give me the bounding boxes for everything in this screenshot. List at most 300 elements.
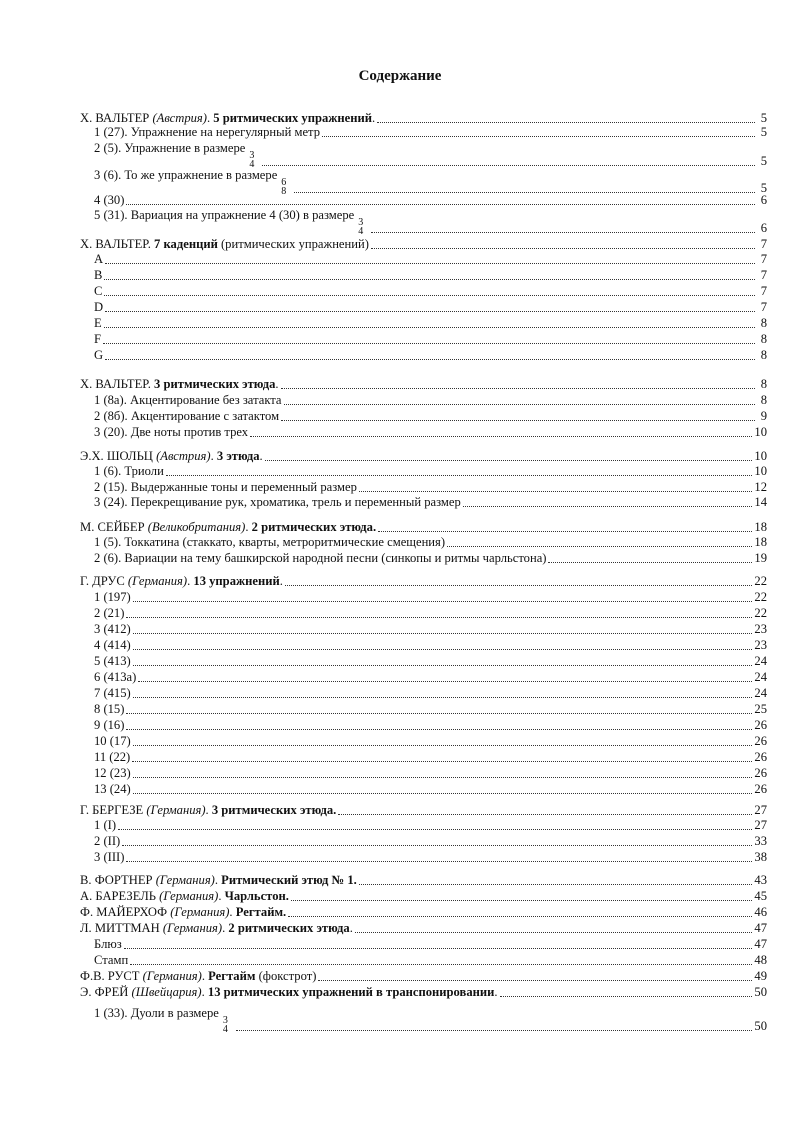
section-label: Г. ДРУС (Германия). 13 упражнений. (80, 574, 283, 588)
time-signature-denominator: 4 (222, 1024, 228, 1035)
time-signature-numerator: 3 (249, 150, 255, 161)
time-signature-numerator: 3 (358, 217, 364, 228)
dot-leader (130, 952, 752, 965)
page-number: 26 (754, 734, 767, 748)
dot-leader (133, 621, 753, 634)
page-number: 47 (754, 921, 767, 935)
page-number: 7 (760, 300, 767, 314)
time-signature (249, 151, 254, 169)
time-signature-numerator: 3 (222, 1015, 228, 1026)
dot-leader (548, 550, 752, 563)
page-title: Содержание (358, 68, 442, 84)
page-number: 10 (754, 425, 767, 439)
composer-name: М. СЕЙБЕР (80, 520, 145, 534)
item-text: 1 (197) (94, 590, 131, 604)
work-suffix: (фокстрот) (255, 969, 317, 983)
dot-leader (133, 733, 753, 746)
work-suffix: . (275, 377, 279, 391)
dot-leader (463, 494, 753, 507)
item-label (80, 782, 131, 797)
toc-item-entry[interactable] (80, 331, 767, 347)
item-text: 2 (II) (94, 834, 121, 848)
toc-item-entry[interactable] (80, 1006, 767, 1034)
section-label: Л. МИТТМАН (Германия). 2 ритмических этюда. (80, 921, 353, 935)
item-text: 3 (412) (94, 622, 131, 636)
page-number: 8 (760, 348, 767, 362)
composer-name: Х. ВАЛЬТЕР (80, 111, 150, 125)
time-signature-denominator: 4 (249, 159, 255, 170)
page-number: 46 (754, 905, 767, 919)
toc-item-entry[interactable] (80, 283, 767, 299)
composer-name: Г. ДРУС (80, 574, 125, 588)
page-number: 18 (754, 535, 767, 549)
toc-item-entry[interactable] (80, 833, 767, 849)
work-title: 5 ритмических упражнений (213, 111, 373, 125)
composer-country: (Германия) (162, 921, 223, 935)
page-number: 10 (754, 464, 767, 478)
dot-leader (133, 589, 753, 602)
page-number: 47 (754, 937, 767, 951)
page-number: 6 (760, 221, 767, 235)
section-label (80, 237, 369, 252)
item-label (80, 141, 260, 169)
section-label: Ф.В. РУСТ (Германия). Регтайм (фокстрот) (80, 969, 317, 983)
dot-leader (377, 110, 755, 123)
toc-item-entry[interactable] (80, 299, 767, 315)
dot-leader (236, 1018, 753, 1031)
work-suffix: . (372, 111, 376, 125)
item-label (80, 480, 357, 495)
page-number: 9 (760, 409, 767, 423)
item-text: 2 (21) (94, 606, 125, 620)
toc-section-entry[interactable] (80, 802, 767, 818)
page-number: 26 (754, 782, 767, 796)
page-number: 45 (754, 889, 767, 903)
item-text: 1 (6). Триоли (94, 464, 164, 478)
toc-item-entry[interactable] (80, 749, 767, 765)
page-number: 23 (754, 622, 767, 636)
item-text: 12 (23) (94, 766, 131, 780)
dot-leader (104, 315, 755, 328)
item-text: 1 (8а). Акцентирование без затакта (94, 393, 282, 407)
dot-leader (371, 236, 755, 249)
dot-leader (105, 299, 755, 312)
dot-leader (104, 267, 755, 280)
dot-leader (359, 479, 753, 492)
item-label (80, 834, 120, 849)
toc-item-entry[interactable] (80, 589, 767, 605)
dot-leader (166, 463, 753, 476)
item-label (80, 348, 103, 363)
page-number: 19 (754, 551, 767, 565)
item-text: 13 (24) (94, 782, 131, 796)
page-number: 5 (760, 154, 767, 168)
dot-leader (133, 765, 753, 778)
item-text: 3 (6). То же упражнение в размере (94, 168, 278, 182)
page-number: 7 (760, 252, 767, 266)
item-label (80, 718, 124, 733)
item-text: 4 (414) (94, 638, 131, 652)
item-label (80, 284, 102, 299)
toc-item-entry[interactable] (80, 463, 767, 479)
item-label (80, 425, 248, 440)
work-title: 7 каденций (154, 237, 218, 251)
dot-leader (133, 781, 753, 794)
item-label (80, 937, 122, 952)
item-label (80, 1006, 234, 1034)
page-number: 7 (760, 284, 767, 298)
item-label (80, 495, 461, 510)
work-title: 2 ритмических этюда (228, 921, 350, 935)
composer-country: (Германия) (127, 574, 188, 588)
dot-leader (126, 192, 755, 205)
toc-section-entry[interactable] (80, 376, 767, 392)
item-text: 3 (III) (94, 850, 125, 864)
dot-leader (285, 573, 753, 586)
composer-name: Э.Х. ШОЛЬЦ (80, 449, 153, 463)
item-label (80, 208, 369, 236)
item-text: 1 (I) (94, 818, 117, 832)
toc-item-entry[interactable] (80, 424, 767, 440)
composer-country: (Германия) (155, 873, 215, 887)
dot-leader (288, 904, 752, 917)
dot-leader (281, 408, 755, 421)
toc-section-entry[interactable] (80, 920, 767, 936)
section-label: А. БАРЕЗЕЛЬ (Германия). Чарльстон. (80, 889, 289, 903)
toc-item-entry[interactable] (80, 408, 767, 424)
section-label: Ф. МАЙЕРХОФ (Германия). Регтайм. (80, 905, 287, 919)
dot-leader (133, 653, 753, 666)
page-number: 50 (754, 1019, 767, 1033)
dot-leader (500, 984, 753, 997)
toc-item-entry[interactable] (80, 208, 767, 236)
toc-item-entry[interactable] (80, 141, 767, 169)
composer-country: (Германия) (142, 969, 202, 983)
page-number: 8 (760, 316, 767, 330)
item-label (80, 332, 101, 347)
page-number: 24 (754, 686, 767, 700)
toc-item-entry[interactable] (80, 392, 767, 408)
item-label (80, 734, 131, 749)
composer-name: Ф. МАЙЕРХОФ (80, 905, 168, 919)
toc-item-entry[interactable] (80, 701, 767, 717)
page-number: 6 (760, 193, 767, 207)
page-number: 50 (754, 985, 767, 999)
toc-item-entry[interactable] (80, 717, 767, 733)
page-number: 26 (754, 750, 767, 764)
work-title: Регтайм (208, 969, 256, 983)
time-signature-denominator: 8 (281, 186, 287, 197)
composer-name: Ф.В. РУСТ (80, 969, 140, 983)
toc-item-entry[interactable] (80, 550, 767, 566)
item-label (80, 670, 136, 685)
toc-item-entry[interactable] (80, 315, 767, 331)
page-number: 25 (754, 702, 767, 716)
toc-section-entry[interactable] (80, 984, 767, 1000)
dot-leader (124, 936, 753, 949)
time-signature-numerator: 6 (281, 177, 287, 188)
item-label (80, 316, 102, 331)
item-text: 5 (413) (94, 654, 131, 668)
section-label (80, 377, 279, 392)
item-text: Стамп (94, 953, 129, 967)
toc-item-entry[interactable] (80, 534, 767, 550)
work-title: Ритмический этюд № 1. (221, 873, 357, 887)
item-text: 1 (5). Токкатина (стаккато, кварты, метроритмические смещения) (94, 535, 446, 549)
page-number: 24 (754, 670, 767, 684)
item-label (80, 766, 131, 781)
composer-country: (Австрия) (152, 111, 207, 125)
time-signature (358, 218, 363, 236)
toc-item-entry[interactable] (80, 669, 767, 685)
page-number: 49 (754, 969, 767, 983)
section-label: М. СЕЙБЕР (Великобритания). 2 ритмических этюда. (80, 520, 377, 534)
dot-leader (284, 392, 755, 405)
page-number: 14 (754, 495, 767, 509)
item-label (80, 551, 546, 566)
item-label (80, 535, 445, 550)
toc-item-entry[interactable] (80, 479, 767, 495)
dot-leader (250, 424, 752, 437)
toc-item-entry[interactable] (80, 936, 767, 952)
work-suffix: (ритмических упражнений) (217, 237, 369, 251)
item-text: C (94, 284, 103, 298)
composer-country: (Германия) (159, 889, 219, 903)
page-number: 8 (760, 377, 767, 391)
item-label (80, 409, 279, 424)
item-label (80, 750, 130, 765)
item-label (80, 193, 124, 208)
toc-item-entry[interactable] (80, 849, 767, 865)
section-label: Г. БЕРГЕЗЕ (Германия). 3 ритмических этюда. (80, 803, 337, 817)
item-text: 2 (5). Упражнение в размере (94, 141, 246, 155)
item-text: 5 (31). Вариация на упражнение 4 (30) в размере (94, 208, 355, 222)
composer-name: А. БАРЕЗЕЛЬ (80, 889, 157, 903)
page-number: 7 (760, 237, 767, 251)
toc-item-entry[interactable] (80, 637, 767, 653)
dot-leader (318, 968, 752, 981)
work-title: 13 упражнений (193, 574, 280, 588)
page-number: 8 (760, 393, 767, 407)
item-label (80, 590, 131, 605)
toc-section-entry[interactable] (80, 573, 767, 589)
item-text: 1 (33). Дуоли в размере (94, 1006, 219, 1020)
item-text: 2 (15). Выдержанные тоны и переменный размер (94, 480, 357, 494)
page-number: 48 (754, 953, 767, 967)
composer-name: Г. БЕРГЕЗЕ (80, 803, 144, 817)
toc-section-entry[interactable] (80, 968, 767, 984)
item-label (80, 300, 103, 315)
item-label (80, 268, 102, 283)
item-label (80, 953, 128, 968)
page-number: 12 (754, 480, 767, 494)
page-number: 33 (754, 834, 767, 848)
toc-item-entry[interactable] (80, 781, 767, 797)
section-label: Х. ВАЛЬТЕР (Австрия). 5 ритмических упражнений. (80, 111, 376, 125)
dot-leader (447, 534, 752, 547)
composer-name: Х. ВАЛЬТЕР. (80, 377, 151, 391)
composer-country: (Германия) (170, 905, 230, 919)
dot-leader (265, 448, 753, 461)
item-label (80, 606, 124, 621)
dot-leader (281, 376, 755, 389)
work-title: Регтайм. (235, 905, 287, 919)
composer-country: (Великобритания) (147, 520, 246, 534)
page-number: 26 (754, 766, 767, 780)
toc-item-entry[interactable] (80, 251, 767, 267)
item-label (80, 818, 116, 833)
toc-item-entry[interactable] (80, 765, 767, 781)
item-label (80, 622, 131, 637)
dot-leader (291, 888, 752, 901)
dot-leader (133, 637, 753, 650)
dot-leader (126, 605, 752, 618)
toc-section-entry[interactable] (80, 448, 767, 464)
page-number: 23 (754, 638, 767, 652)
page-number: 22 (754, 574, 767, 588)
page-number: 5 (760, 111, 767, 125)
dot-leader (262, 153, 755, 166)
item-text: 6 (413а) (94, 670, 137, 684)
toc-section-entry[interactable] (80, 519, 767, 535)
composer-name: Х. ВАЛЬТЕР. (80, 237, 151, 251)
dot-leader (126, 717, 752, 730)
section-label: Э. ФРЕЙ (Швейцария). 13 ритмических упражнений в транспонировании. (80, 985, 498, 999)
toc-item-entry[interactable] (80, 817, 767, 833)
work-suffix: . (349, 921, 353, 935)
page-number: 27 (754, 803, 767, 817)
work-title: 13 ритмических упражнений в транспонировании (207, 985, 495, 999)
item-label (80, 464, 164, 479)
dot-leader (126, 849, 752, 862)
toc-item-entry[interactable] (80, 653, 767, 669)
composer-country: (Швейцария) (131, 985, 202, 999)
toc-item-entry[interactable] (80, 605, 767, 621)
dot-leader (126, 701, 752, 714)
item-text: E (94, 316, 102, 330)
page-number: 24 (754, 654, 767, 668)
item-text: 3 (24). Перекрещивание рук, хроматика, трель и переменный размер (94, 495, 461, 509)
item-text: Блюз (94, 937, 122, 951)
page-number: 10 (754, 449, 767, 463)
item-label (80, 654, 131, 669)
composer-name: В. ФОРТНЕР (80, 873, 153, 887)
page-number: 5 (760, 125, 767, 139)
time-signature-denominator: 4 (358, 226, 364, 237)
page-number: 22 (754, 606, 767, 620)
toc-section-entry[interactable] (80, 236, 767, 252)
item-text: 3 (20). Две ноты против трех (94, 425, 249, 439)
dot-leader (105, 347, 755, 360)
toc-item-entry[interactable] (80, 192, 767, 208)
composer-country: (Австрия) (156, 449, 211, 463)
page-number: 7 (760, 268, 767, 282)
dot-leader (138, 669, 752, 682)
item-text: D (94, 300, 104, 314)
time-signature (223, 1016, 228, 1034)
item-label (80, 252, 103, 267)
toc-item-entry[interactable] (80, 952, 767, 968)
item-text: 1 (27). Упражнение на нерегулярный метр (94, 125, 320, 139)
page-number: 8 (760, 332, 767, 346)
dot-leader (105, 251, 755, 264)
work-title: 3 этюда (216, 449, 260, 463)
toc-item-entry[interactable] (80, 124, 767, 140)
item-label (80, 125, 320, 140)
dot-leader (322, 124, 755, 137)
composer-name: Л. МИТТМАН (80, 921, 160, 935)
dot-leader (103, 331, 755, 344)
page-number: 22 (754, 590, 767, 604)
page-number: 5 (760, 181, 767, 195)
toc-section-entry[interactable] (80, 888, 767, 904)
dot-leader (359, 872, 753, 885)
item-text: 2 (6). Вариации на тему башкирской народной песни (синкопы и ритмы чарльстона) (94, 551, 547, 565)
toc-item-entry[interactable] (80, 685, 767, 701)
dot-leader (355, 920, 753, 933)
item-text: 4 (30) (94, 193, 125, 207)
section-label: В. ФОРТНЕР (Германия). Ритмический этюд № 1. (80, 873, 357, 887)
work-suffix: . (494, 985, 498, 999)
dot-leader (104, 283, 755, 296)
dot-leader (132, 749, 752, 762)
item-text: 2 (8б). Акцентирование с затактом (94, 409, 280, 423)
item-text: F (94, 332, 102, 346)
page-number: 27 (754, 818, 767, 832)
work-suffix: . (279, 574, 283, 588)
page-number: 38 (754, 850, 767, 864)
composer-name: Э. ФРЕЙ (80, 985, 129, 999)
item-text: 11 (22) (94, 750, 131, 764)
toc-item-entry[interactable] (80, 267, 767, 283)
dot-leader (122, 833, 752, 846)
composer-country: (Германия) (146, 803, 206, 817)
item-text: G (94, 348, 104, 362)
item-text: A (94, 252, 104, 266)
item-label (80, 850, 124, 865)
page-number: 43 (754, 873, 767, 887)
work-title: 2 ритмических этюда. (251, 520, 377, 534)
dot-leader (371, 220, 755, 233)
work-title: 3 ритмических этюда. (211, 803, 337, 817)
item-label (80, 638, 131, 653)
toc-section-entry[interactable] (80, 872, 767, 888)
item-text: 8 (15) (94, 702, 125, 716)
work-suffix: . (259, 449, 263, 463)
item-text: B (94, 268, 103, 282)
toc-item-entry[interactable] (80, 494, 767, 510)
dot-leader (133, 685, 753, 698)
toc-item-entry[interactable] (80, 733, 767, 749)
dot-leader (118, 817, 752, 830)
work-title: 3 ритмических этюда (154, 377, 276, 391)
page-number: 26 (754, 718, 767, 732)
toc-item-entry[interactable] (80, 347, 767, 363)
page-number: 18 (754, 520, 767, 534)
item-label (80, 702, 124, 717)
dot-leader (378, 519, 752, 532)
toc-section-entry[interactable] (80, 904, 767, 920)
section-label: Э.Х. ШОЛЬЦ (Австрия). 3 этюда. (80, 449, 263, 463)
item-text: 7 (415) (94, 686, 131, 700)
item-label (80, 686, 131, 701)
toc-item-entry[interactable] (80, 621, 767, 637)
dot-leader (338, 802, 752, 815)
item-text: 10 (17) (94, 734, 131, 748)
item-text: 9 (16) (94, 718, 125, 732)
work-title: Чарльстон. (224, 889, 289, 903)
item-label (80, 393, 282, 408)
